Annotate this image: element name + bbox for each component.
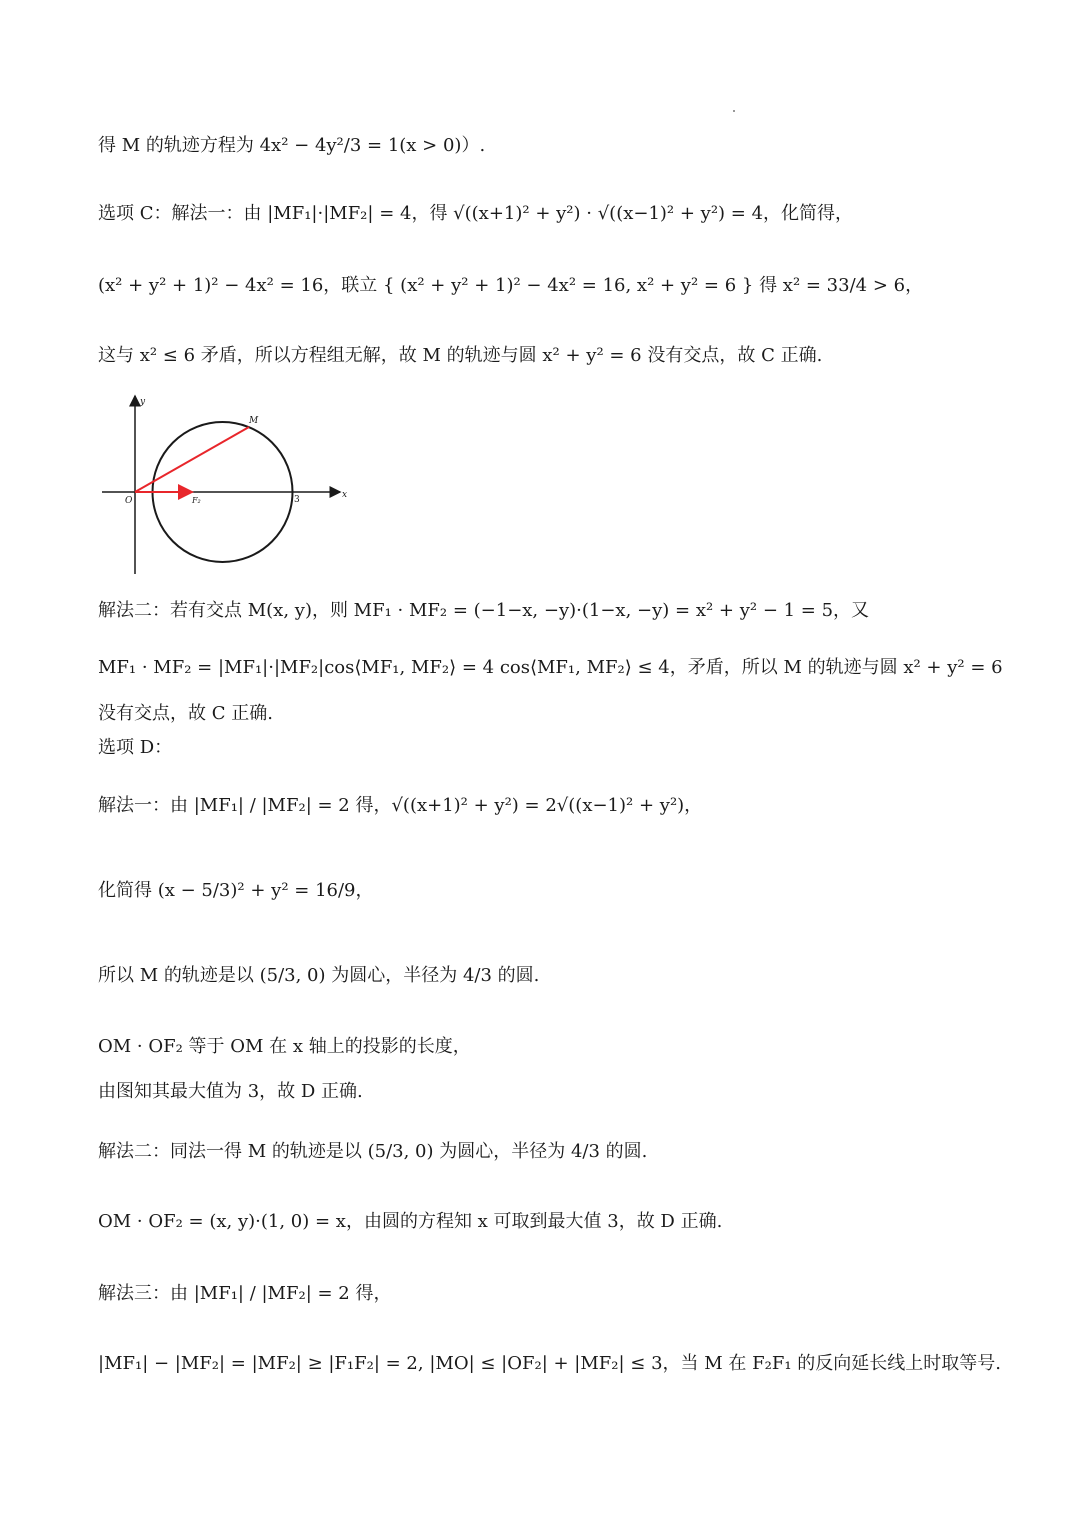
text-line-6: MF₁ · MF₂ = |MF₁|·|MF₂|cos⟨MF₁, MF₂⟩ = 4 cos⟨MF₁, MF₂⟩ ≤ 4，矛盾，所以 M 的轨迹与圆 x² + y² = 6	[98, 657, 1003, 678]
text-line-2: 选项 C：解法一：由 |MF₁|·|MF₂| = 4，得 √((x+1)² + y²) · √((x−1)² + y²) = 4，化简得，	[98, 203, 854, 224]
text-line-7: 没有交点，故 C 正确.	[98, 703, 273, 724]
text-line-9: 解法一：由 |MF₁| / |MF₂| = 2 得，√((x+1)² + y²) = 2√((x−1)² + y²)，	[98, 795, 703, 816]
vector-om	[135, 427, 249, 492]
text-line-3: (x² + y² + 1)² − 4x² = 16，联立 { (x² + y² + 1)² − 4x² = 16, x² + y² = 6 } 得 x² = 33/4 > 6，	[98, 275, 924, 296]
text-line-5: 解法二：若有交点 M(x, y)，则 MF₁ · MF₂ = (−1−x, −y)·(1−x, −y) = x² + y² − 1 = 5，又	[98, 600, 870, 621]
text-line-12: OM · OF₂ 等于 OM 在 x 轴上的投影的长度，	[98, 1036, 471, 1057]
text-line-11: 所以 M 的轨迹是以 (5/3, 0) 为圆心，半径为 4/3 的圆.	[98, 965, 540, 986]
scan-dot	[733, 110, 735, 112]
text-line-1: 得 M 的轨迹方程为 4x² − 4y²/3 = 1(x > 0)）.	[98, 135, 486, 156]
text-line-13: 由图知其最大值为 3，故 D 正确.	[98, 1081, 363, 1102]
text-line-8: 选项 D：	[98, 737, 173, 758]
tick-3-label: 3	[294, 495, 300, 505]
axis-y-label: y	[140, 397, 146, 407]
text-line-14: 解法二：同法一得 M 的轨迹是以 (5/3, 0) 为圆心，半径为 4/3 的圆.	[98, 1141, 648, 1162]
text-line-10: 化简得 (x − 5/3)² + y² = 16/9，	[98, 880, 374, 901]
text-line-16: 解法三：由 |MF₁| / |MF₂| = 2 得，	[98, 1283, 392, 1304]
text-line-17: |MF₁| − |MF₂| = |MF₂| ≥ |F₁F₂| = 2, |MO| ≤ |OF₂| + |MF₂| ≤ 3，当 M 在 F₂F₁ 的反向延长线上时取等号.	[98, 1353, 1001, 1374]
point-m-label: M	[249, 416, 259, 426]
text-line-15: OM · OF₂ = (x, y)·(1, 0) = x，由圆的方程知 x 可取到最大值 3，故 D 正确.	[98, 1211, 723, 1232]
axis-x-label: x	[342, 490, 348, 500]
text-line-4: 这与 x² ≤ 6 矛盾，所以方程组无解，故 M 的轨迹与圆 x² + y² = 6 没有交点，故 C 正确.	[98, 345, 823, 366]
origin-label: O	[125, 496, 133, 506]
point-f2-label: F₂	[192, 496, 201, 505]
circle-figure	[100, 392, 350, 577]
